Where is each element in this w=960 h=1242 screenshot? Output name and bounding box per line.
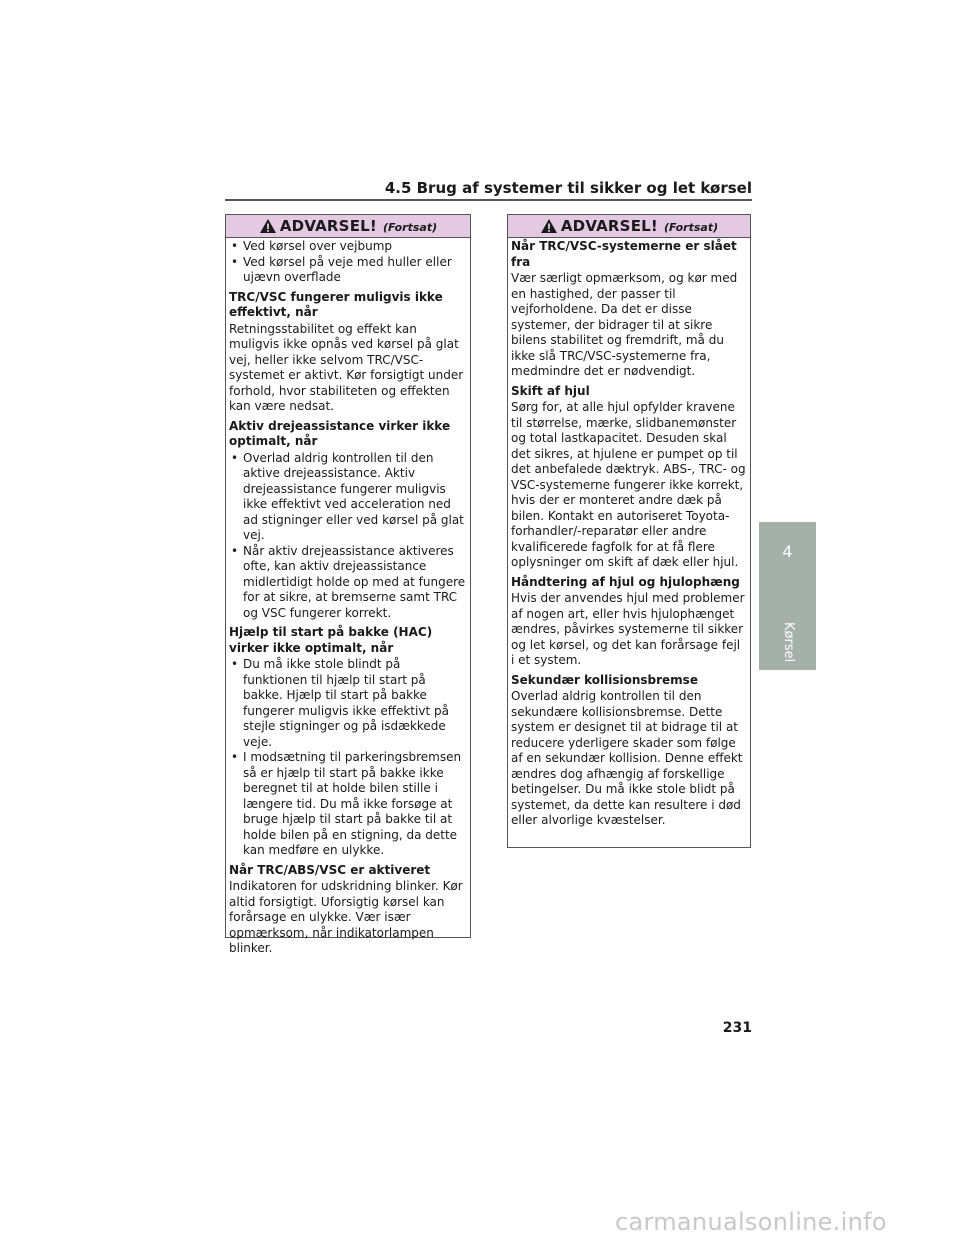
chapter-number: 4 — [782, 542, 793, 561]
warning-header — [226, 215, 470, 238]
list-item: • Når aktiv drejeassistance aktiveres ofte, kan aktiv drejeassistance midlertidigt holde op med at fungere for at sikre, at bremserne samt TRC og VSC fungerer korrekt. — [229, 544, 467, 622]
warning-triangle-icon — [259, 218, 277, 234]
subheading: Når TRC/VSC-systemerne er slået fra — [511, 239, 737, 269]
paragraph: Overlad aldrig kontrollen til den sekundære kollisionsbremse. Dette system er designet til at bidrage til at reducere yderligere skader som følge af en sekundær kollision. Denne effekt ændres dog afhængig af forskellige betingelser. Du må ikke stole blidt på systemet, da dette kan resultere i død eller alvorlige kvæstelser. — [511, 689, 743, 827]
subheading: Sekundær kollisionsbremse — [511, 672, 698, 687]
bullet-list — [229, 451, 467, 622]
warning-content — [226, 238, 470, 957]
list-item: • Overlad aldrig kontrollen til den aktive drejeassistance. Aktiv drejeassistance fungerer muligvis ikke effektivt ved acceleration ned ad stigninger eller ved kørsel på glat vej. — [229, 451, 467, 544]
chapter-label: Kørsel — [781, 622, 796, 663]
paragraph: Retningsstabilitet og effekt kan muligvis ikke opnås ved kørsel på glat vej, heller ikke selvom TRC/VSC-systemet er aktivt. Kør forsigtigt under forhold, hvor stabiliteten og effekten kan være nedsat. — [229, 321, 464, 413]
watermark: carmanualsonline.info — [615, 1208, 887, 1236]
list-item: • Ved kørsel over vejbump — [229, 239, 467, 255]
list-item: • Ved kørsel på veje med huller eller ujævn overflade — [229, 255, 467, 286]
subheading: TRC/VSC fungerer muligvis ikke effektivt, når — [229, 289, 443, 319]
warning-subtitle: (Fortsat) — [382, 221, 438, 234]
warning-content — [508, 238, 750, 829]
warning-triangle-icon — [540, 218, 558, 234]
chapter-tab — [759, 522, 816, 670]
page-number: 231 — [722, 1020, 752, 1036]
section-header: 4.5 Brug af systemer til sikker og let kørsel — [384, 179, 752, 197]
subheading: Skift af hjul — [511, 383, 590, 398]
warning-box-left — [225, 214, 471, 955]
header-rule — [225, 199, 752, 201]
paragraph: Indikatoren for udskridning blinker. Kør altid forsigtigt. Uforsigtig kørsel kan forårsage en ulykke. Vær især opmærksom, når indikatorlampen blinker. — [229, 879, 463, 955]
subheading: Hjælp til start på bakke (HAC) virker ikke optimalt, når — [229, 625, 433, 655]
list-item: • Du må ikke stole blindt på funktionen til hjælp til start på bakke. Hjælp til start på bakke fungerer muligvis ikke effektivt på stejle stigninger og på isdækkede veje. — [229, 657, 467, 750]
warning-subtitle: (Fortsat) — [663, 221, 719, 234]
bullet-list — [229, 657, 467, 859]
paragraph: Vær særligt opmærksom, og kør med en hastighed, der passer til vejforholdene. Da det er disse systemer, der bidrager til at sikre bilens stabilitet og fremdrift, må du ikke slå TRC/VSC-systemerne fra, medmindre det er nødvendigt. — [511, 271, 738, 378]
paragraph: Sørg for, at alle hjul opfylder kravene til størrelse, mærke, slidbanemønster og total lastkapacitet. Desuden skal det sikres, at hjulene er pumpet op til det anbefalede dæktryk. ABS-, TRC- og VSC-systemerne fungerer ikke korrekt, hvis der er monteret andre dæk på bilen. Kontakt en autoriseret Toyota-forhandler/-reparatør eller andre kvalificerede fagfolk for at få flere oplysninger om skift af dæk eller hjul. — [511, 400, 746, 569]
list-item: • I modsætning til parkeringsbremsen så er hjælp til start på bakke ikke beregnet til at holde bilen stille i længere tid. Du må ikke forsøge at bruge hjælp til start på bakke til at holde bilen på en stigning, da dette kan medføre en ulykke. — [229, 750, 467, 859]
warning-header — [508, 215, 750, 238]
paragraph: Hvis der anvendes hjul med problemer af nogen art, eller hvis hjulophænget ændres, påvirkes systemerne til sikker og let kørsel, og det kan forårsage fejl i et system. — [511, 591, 745, 667]
warning-title: ADVARSEL! — [560, 217, 658, 235]
subheading: Når TRC/ABS/VSC er aktiveret — [229, 862, 431, 877]
subheading: Håndtering af hjul og hjulophæng — [511, 574, 740, 589]
warning-title: ADVARSEL! — [279, 217, 377, 235]
warning-box-right — [507, 214, 751, 848]
bullet-list — [229, 239, 467, 286]
subheading: Aktiv drejeassistance virker ikke optimalt, når — [229, 418, 451, 448]
